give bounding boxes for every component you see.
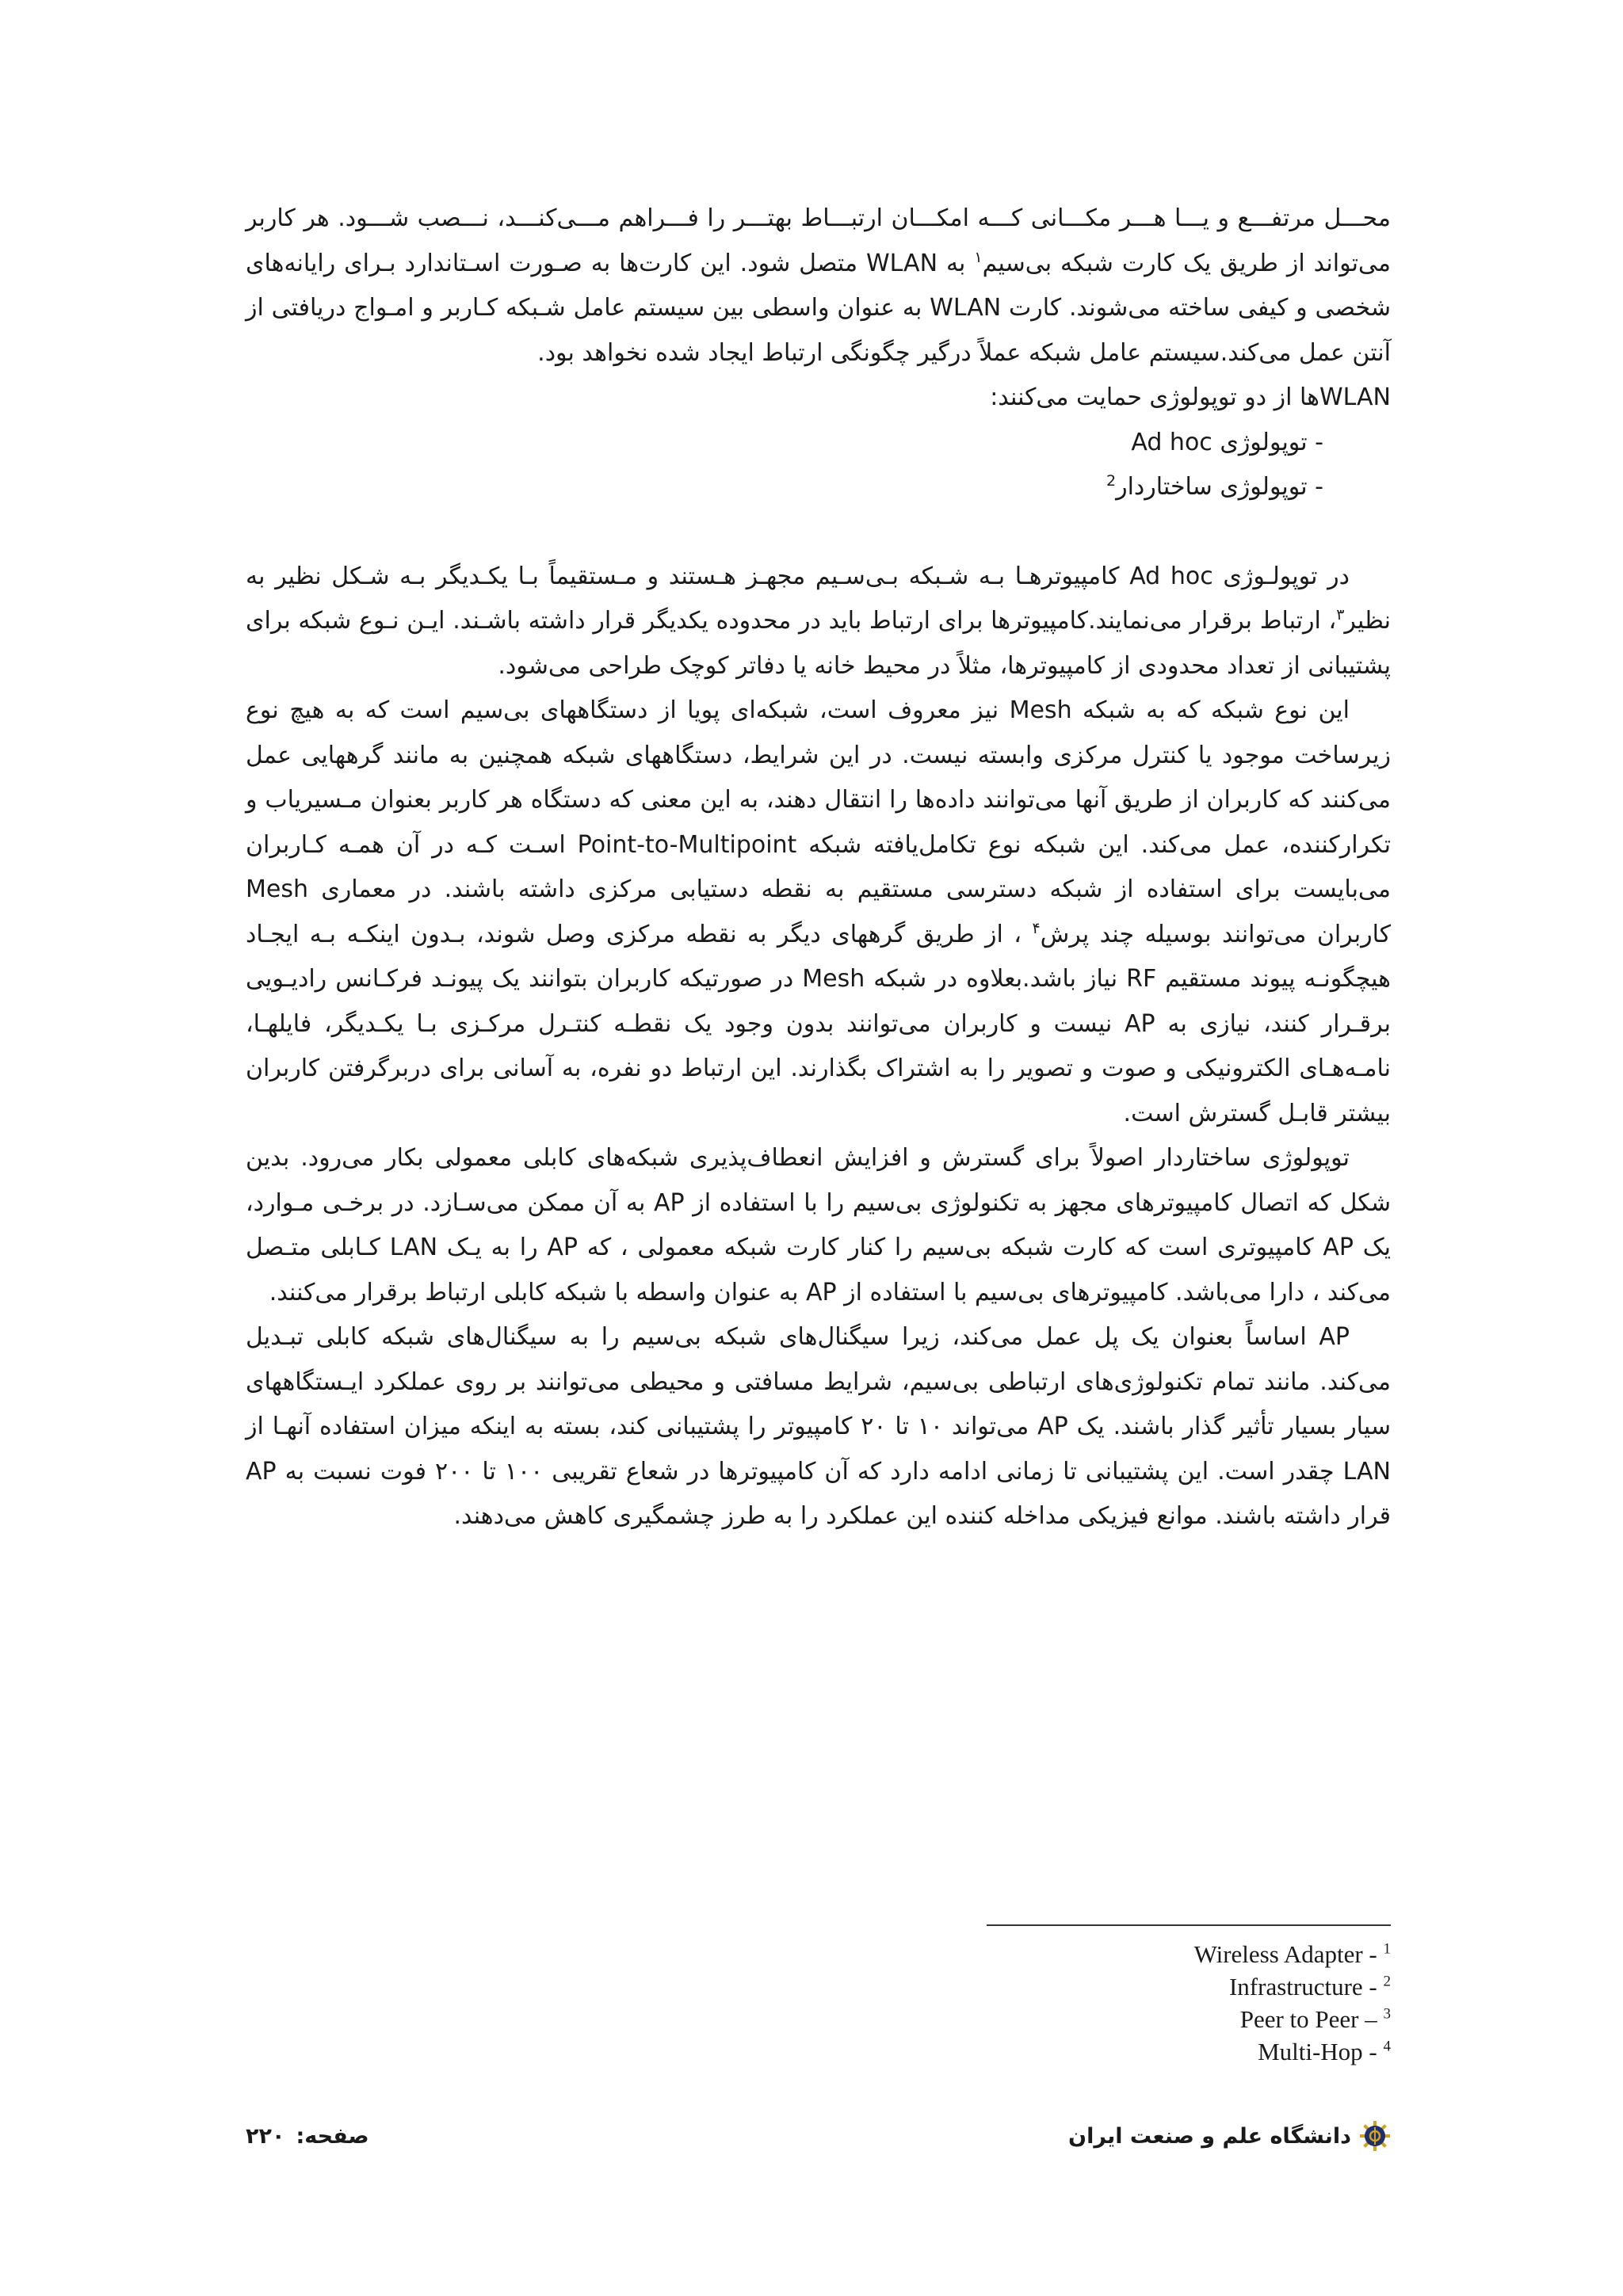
footnote-ref-3[interactable]: ۳	[1336, 606, 1345, 624]
page-number: ۲۲۰	[246, 2123, 285, 2149]
paragraph-4: توپولوژی ساختاردار اصولاً برای گسترش و افزایش انعطاف‌پذیری شبکه‌های کابلی معمولی بکار می‌رود. بدین شکل که اتصال کامپیوترهای مجهز به تکنولوژی بی‌سیم را با استفاده از AP به آن ممکن می‌سـازد. در برخـی مـوارد، یک AP کامپیوتری است که کارت شبکه بی‌سیم را کنار کارت شبکه معمولی ، که AP را به یـک LAN کـابلی متـصل می‌کند ، دارا می‌باشد. کامپیوترهای بی‌سیم با استفاده از AP به عنوان واسطه با شبکه کابلی ارتباط برقرار می‌کنند.	[246, 1144, 1391, 1306]
paragraph-3-text-a: این نوع شبکه که به شبکه Mesh نیز معروف است، شبکه‌ای پویا از دستگاههای بی‌سیم است که به هیچ نوع زیرساخت موجود یا کنترل مرکزی وابسته نیست. در این شرایط، دستگاههای شبکه همچنین به مانند گرههایی عمل می‌کنند که کاربران از طریق آنها می‌توانند داده‌ها را انتقال دهند، به این معنی که دستگاه هر کاربر بعنوان مـسیریاب و تکرارکننده، عمل می‌کند. این شبکه نوع تکامل‌یافته شبکه Point-to-Multipoint اسـت کـه در آن همـه کـاربران می‌بایست برای استفاده از شبکه دسترسی مستقیم به نقطه دستیابی مرکزی داشته باشند. در معماری Mesh کاربران می‌توانند بوسیله چند پرش	[246, 696, 1392, 948]
topology-list	[246, 376, 1391, 510]
list-item-adhoc	[246, 421, 1391, 466]
paragraph-3-text-b: ، از طریق گرههای دیگر به نقطه مرکزی وصل شوند، بـدون اینکـه بـه ایجـاد هیچگونـه پیوند مستقیم RF نیاز باشد.بعلاوه در شبکه Mesh در صورتیکه کاربران بتوانند یک پیونـد فرکـانس رادیـویی برقـرار کنند، نیازی به AP نیست و کاربران می‌توانند بدون وجود یک نقطـه کنتـرل مرکـزی بـا یکـدیگر، فایلهـا، نامـه‌هـای الکترونیکی و صوت و تصویر را به اشتراک بگذارند. این ارتباط دو نفره، به آسانی برای دربرگرفتن کاربران بیشتر قابـل گسترش است.	[246, 920, 1391, 1127]
footnote-separator	[987, 1924, 1391, 1926]
footnote-3	[987, 2003, 1391, 2035]
paragraph-5: AP اساساً بعنوان یک پل عمل می‌کند، زیرا سیگنال‌های شبکه بی‌سیم را به سیگنال‌های شبکه کابلی تبـدیل می‌کند. مانند تمام تکنولوژی‌های ارتباطی بی‌سیم، شرایط مسافتی و محیطی می‌توانند بر روی عملکرد ایـستگاههای سیار بسیار تأثیر گذار باشند. یک AP می‌تواند ۱۰ تا ۲۰ کامپیوتر را پشتیبانی کند، بسته به اینکه میزان استفاده آنهـا از LAN چقدر است. این پشتیبانی تا زمانی ادامه دارد که آن کامپیوترها در شعاع تقریبی ۱۰۰ تا ۲۰۰ فوت نسبت به AP قرار داشته باشند. موانع فیزیکی مداخله کننده این عملکرد را به طرز چشمگیری کاهش می‌دهند.	[246, 1323, 1392, 1530]
footnote-3-text: Peer to Peer –	[1239, 2005, 1384, 2033]
footnote-4	[987, 2035, 1391, 2068]
footnote-ref-2[interactable]: 2	[1106, 472, 1117, 490]
footnote-3-number: 3	[1383, 2005, 1391, 2023]
paragraph-2-text-b: ، ارتباط برقرار می‌نمایند.کامپیوترها برای ارتباط باید در محدوده یکدیگر قرار داشته باشـند. ایـن نـوع شبکه برای پشتیبانی از تعداد محدودی از کامپیوترها، مثلاً در محیط خانه یا دفاتر کوچک طراحی می‌شود.	[246, 607, 1391, 680]
university-brand	[1068, 2120, 1391, 2152]
footnote-1-text: Wireless Adapter -	[1193, 1940, 1384, 1968]
page-footer	[246, 2120, 1391, 2168]
paragraph-2	[246, 555, 1391, 689]
paragraph-2-text-a: در توپولـوژی Ad hoc کامپیوترهـا بـه شـبکه بـی‌سـیم مجهـز هـستند و مـستقیماً بـا یکـدیگر بـه شـکل نظیر به نظیر	[246, 562, 1391, 635]
university-logo-icon	[1359, 2120, 1391, 2152]
list-intro: WLANها از دو توپولوژی حمایت می‌کنند:	[990, 383, 1391, 411]
footnote-2-text: Infrastructure -	[1228, 1973, 1384, 2000]
university-name: دانشگاه علم و صنعت ایران	[1068, 2123, 1351, 2149]
paragraph-3	[246, 688, 1391, 1136]
list-item-infrastructure-text: - توپولوژی ساختاردار	[1116, 473, 1323, 501]
footnote-2	[987, 1970, 1391, 2003]
footnote-4-text: Multi-Hop -	[1258, 2038, 1384, 2065]
paragraph-1-text-a: محـــل مرتفـــع و یـــا هـــر مکـــانی کـــه امکـــان ارتبـــاط بهتـــر را فـــراهم مـــی‌کنـــد، نـــصب شـــود. هر کاربر می‌تواند از طریق یک کارت شبکه بی‌سیم	[246, 204, 1392, 277]
paragraph-1	[246, 196, 1391, 376]
body-text	[246, 196, 1391, 1539]
footnote-ref-4[interactable]: ۴	[1032, 919, 1041, 937]
footnotes	[987, 1938, 1391, 2068]
list-item-adhoc-text: - توپولوژی Ad hoc	[1131, 428, 1323, 456]
list-item-infrastructure	[246, 465, 1391, 510]
section-spacer	[246, 510, 1391, 555]
page-number-block	[246, 2120, 369, 2152]
page-label: صفحه:	[296, 2123, 369, 2149]
footnote-ref-1[interactable]: ۱	[974, 248, 983, 266]
footnote-1-number: 1	[1383, 1940, 1391, 1958]
paragraph-1-text-b: به WLAN متصل شود. این کارت‌ها به صـورت اسـتاندارد بـرای رایانه‌های شخصی و کیفی ساخته می‌شوند. کارت WLAN به عنوان واسطی بین سیستم عامل شـبکه کـاربر و امـواج دریافتی از آنتن عمل می‌کند.سیستم عامل شبکه عملاً درگیر چگونگی ارتباط ایجاد شده نخواهد بود.	[246, 249, 1391, 367]
footnote-4-number: 4	[1383, 2038, 1391, 2055]
footnote-1	[987, 1938, 1391, 1970]
footnote-2-number: 2	[1383, 1973, 1391, 1990]
